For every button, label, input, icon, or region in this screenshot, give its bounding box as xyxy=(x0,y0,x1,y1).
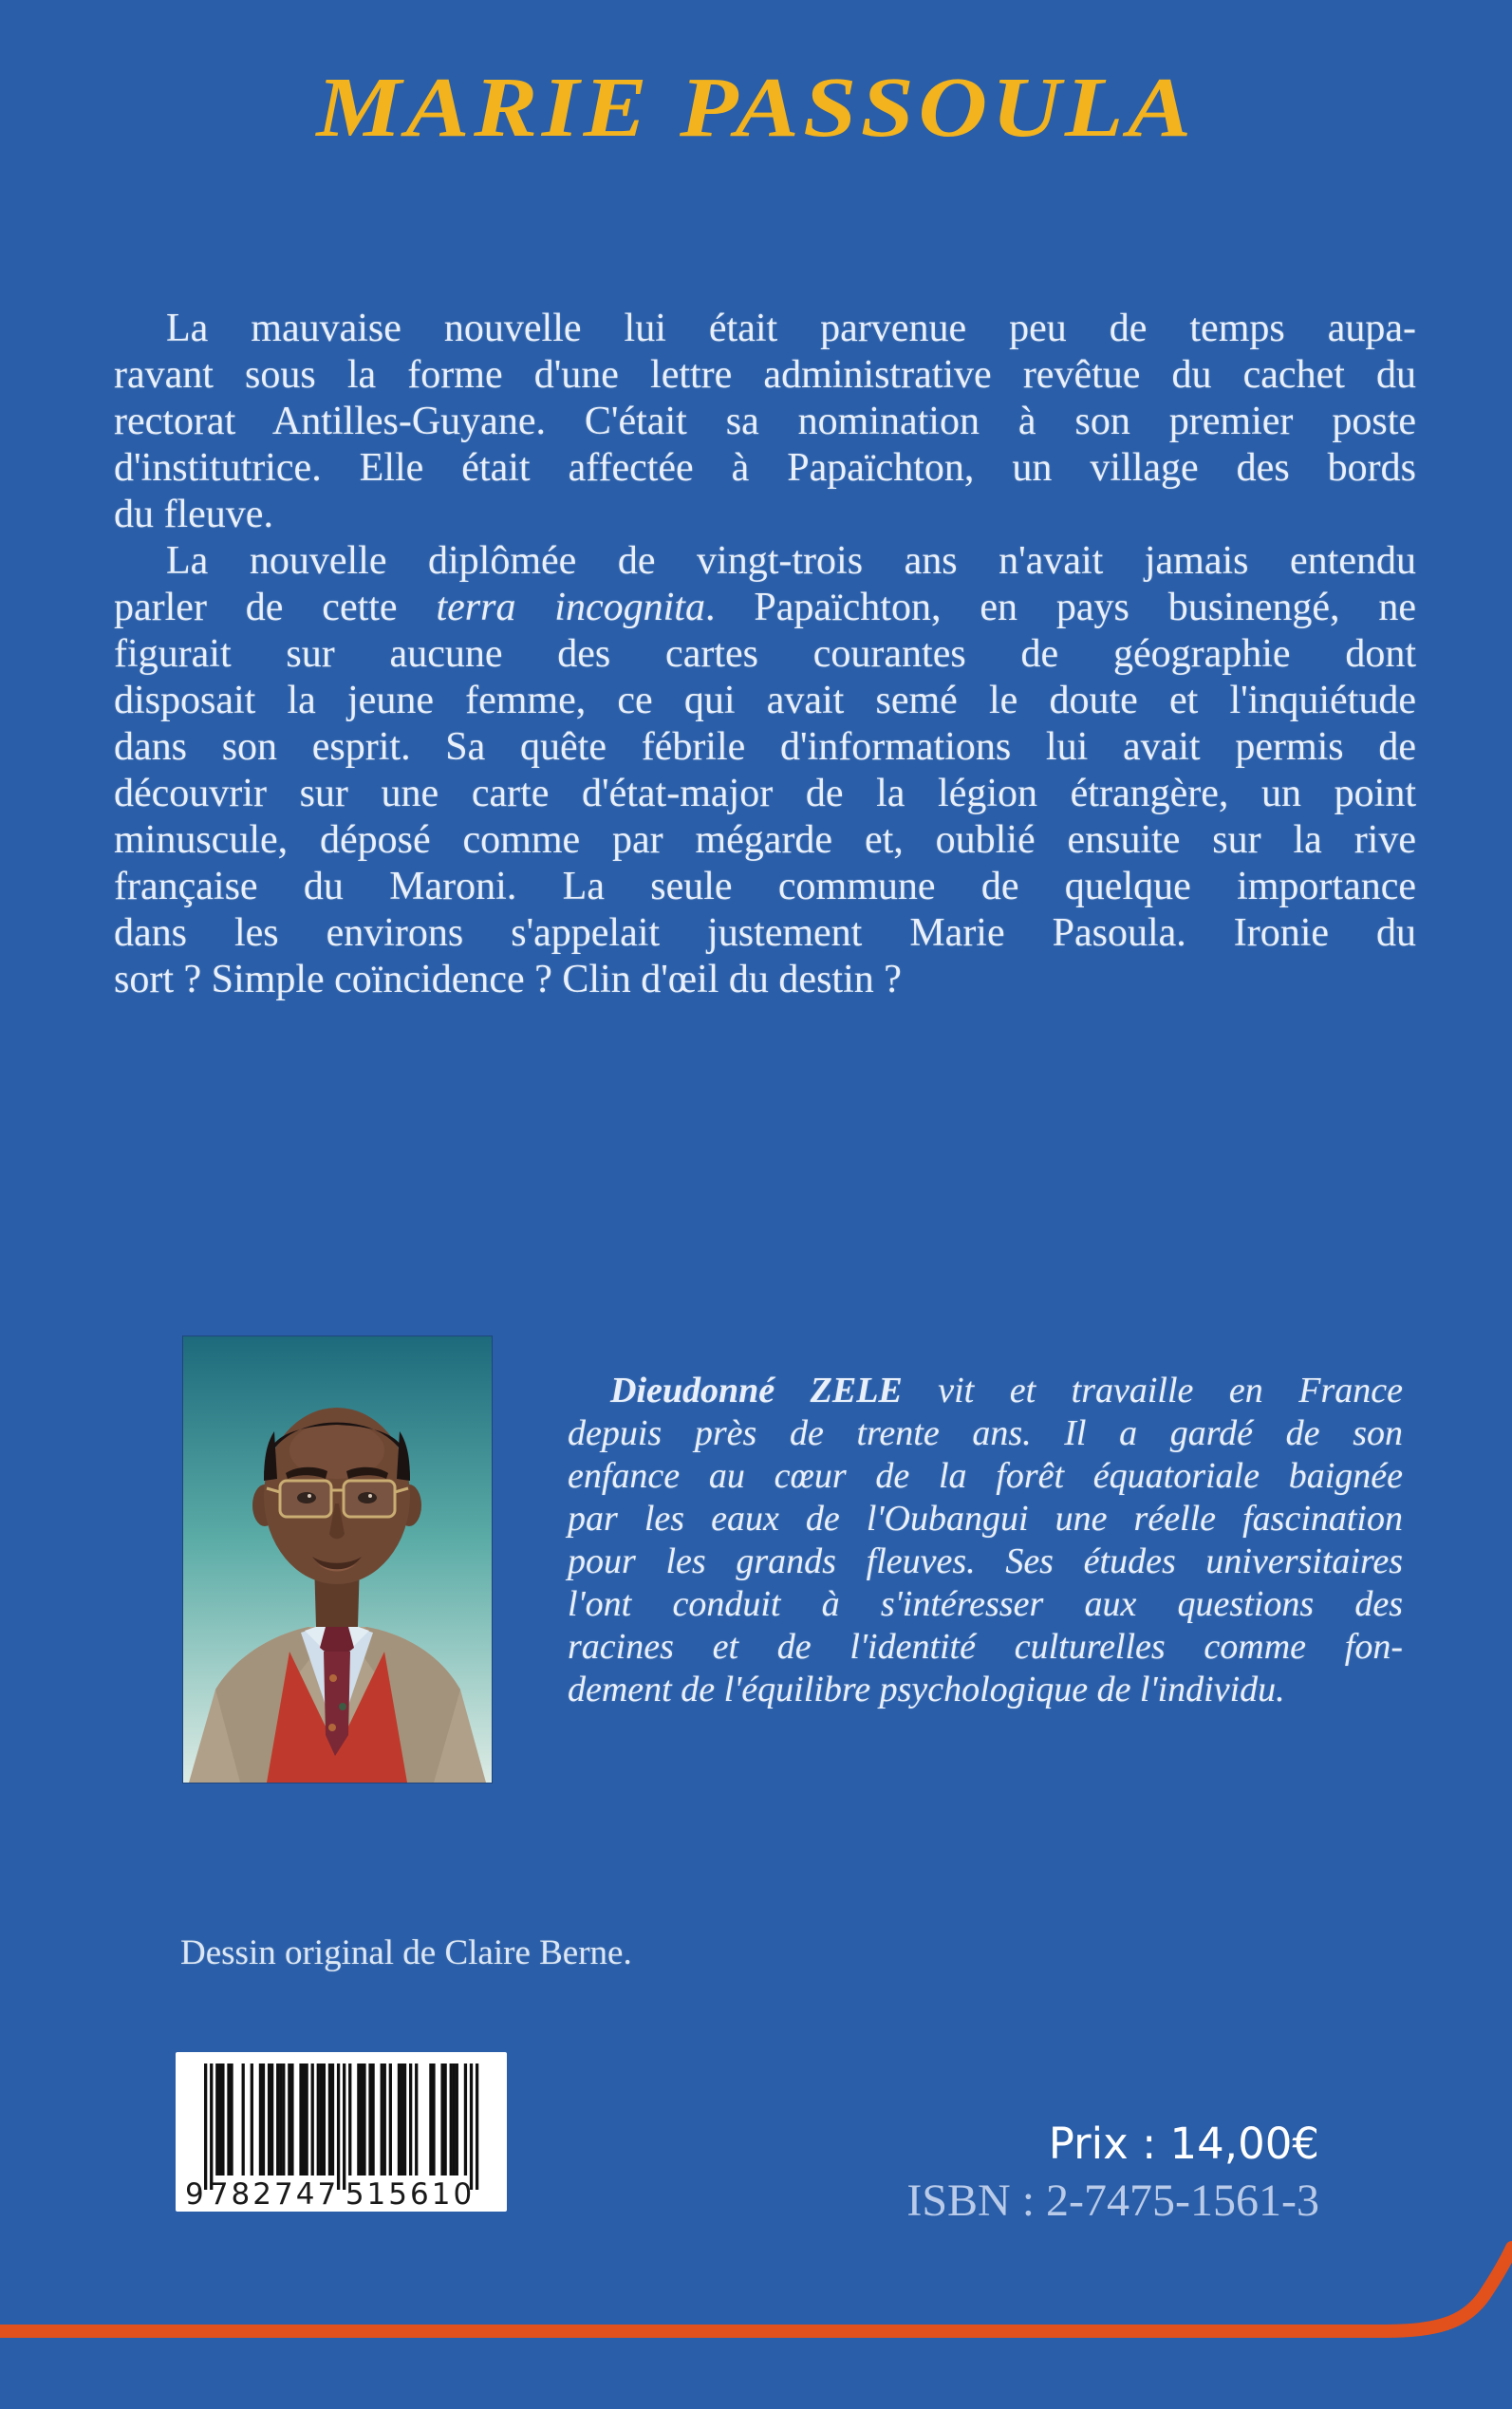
text-line: d'institutrice. Elle était affectée à Papaïchton, un village des bords xyxy=(114,446,1416,490)
text-line: française du Maroni. La seule commune de quelque importance xyxy=(114,865,1416,908)
synopsis-paragraph-2 xyxy=(114,631,1416,1003)
barcode-bar xyxy=(429,2064,432,2176)
text-line xyxy=(568,1370,1403,1412)
barcode-bar xyxy=(328,2064,331,2176)
barcode-bar xyxy=(311,2064,314,2176)
barcode-bar xyxy=(453,2064,456,2176)
barcode-bar xyxy=(476,2064,478,2190)
barcode-bar xyxy=(432,2064,435,2176)
barcode-bars xyxy=(204,2064,478,2190)
barcode-bar xyxy=(288,2064,290,2176)
barcode-bar xyxy=(440,2064,443,2176)
barcode-svg xyxy=(176,2052,507,2212)
barcode-bar xyxy=(218,2064,221,2176)
barcode-bar xyxy=(221,2064,224,2176)
barcode-bar xyxy=(268,2064,271,2176)
barcode-bar xyxy=(415,2064,418,2176)
illustration-credit: Dessin original de Claire Berne. xyxy=(180,1933,632,1972)
barcode-bar xyxy=(204,2064,207,2190)
barcode-bar xyxy=(401,2064,403,2176)
isbn-label: ISBN : 2-7475-1561-3 xyxy=(906,2176,1319,2226)
text-line: sort ? Simple coïncidence ? Clin d'œil du destin ? xyxy=(114,958,902,1001)
barcode-bar xyxy=(470,2064,473,2190)
barcode-bar xyxy=(398,2064,401,2176)
barcode-bar xyxy=(251,2064,253,2176)
barcode-bar xyxy=(290,2064,293,2176)
text-line: disposait la jeune femme, ce qui avait semé le doute et l'inquiétude xyxy=(114,679,1416,722)
barcode xyxy=(176,2052,507,2212)
barcode-bar xyxy=(348,2064,351,2176)
barcode-bar xyxy=(363,2064,365,2176)
price-label: Prix : 14,00€ xyxy=(1048,2119,1319,2169)
barcode-bar xyxy=(302,2064,305,2176)
text-line: minuscule, déposé comme par mégarde et, oublié ensuite sur la rive xyxy=(114,818,1416,862)
barcode-bar xyxy=(343,2064,345,2190)
text-line: ravant sous la forme d'une lettre administrative revêtue du cachet du xyxy=(114,353,1416,397)
text-line: enfance au cœur de la forêt équatoriale baignée xyxy=(568,1456,1403,1496)
text-line: La nouvelle diplômée de vingt-trois ans n'avait jamais entendu xyxy=(166,539,1416,583)
text-line: dement de l'équilibre psychologique de l'individu. xyxy=(568,1670,1285,1709)
barcode-bar xyxy=(443,2064,446,2176)
text-segment: vit et travaille en France xyxy=(902,1371,1403,1410)
barcode-bar xyxy=(215,2064,218,2176)
barcode-bar xyxy=(317,2064,320,2176)
barcode-bar xyxy=(279,2064,282,2176)
author-portrait-illustration xyxy=(183,1336,492,1783)
tie-pattern-dot xyxy=(329,1674,337,1682)
barcode-bar xyxy=(464,2064,467,2176)
author-name: Dieudonné ZELE xyxy=(610,1371,903,1410)
text-line: découvrir sur une carte d'état-major de la légion étrangère, un point xyxy=(114,772,1416,815)
barcode-bar xyxy=(450,2064,453,2176)
barcode-bar xyxy=(389,2064,392,2176)
barcode-bar xyxy=(242,2064,245,2176)
text-line: depuis près de trente ans. Il a gardé de son xyxy=(568,1413,1403,1453)
barcode-bar xyxy=(259,2064,262,2176)
text-line: pour les grands fleuves. Ses études universitaires xyxy=(568,1541,1403,1581)
barcode-bar xyxy=(360,2064,363,2176)
text-line: par les eaux de l'Oubangui une réelle fascination xyxy=(568,1499,1403,1539)
synopsis-paragraph-1 xyxy=(114,306,1416,538)
barcode-bar xyxy=(381,2064,383,2176)
text-line: La mauvaise nouvelle lui était parvenue peu de temps aupa- xyxy=(166,307,1416,350)
barcode-bar xyxy=(299,2064,302,2176)
barcode-bar xyxy=(409,2064,412,2176)
barcode-bar xyxy=(368,2064,371,2176)
text-line xyxy=(114,585,1416,631)
barcode-bar xyxy=(276,2064,279,2176)
author-bio xyxy=(568,1370,1403,1711)
barcode-bar xyxy=(230,2064,233,2176)
barcode-bar xyxy=(331,2064,334,2176)
text-line: racines et de l'identité culturelles comme fon- xyxy=(568,1627,1403,1667)
author-photo xyxy=(183,1336,492,1783)
barcode-bar xyxy=(262,2064,265,2176)
text-line: figurait sur aucune des cartes courantes de géographie dont xyxy=(114,632,1416,676)
bio-lines xyxy=(568,1412,1403,1711)
text-line: dans son esprit. Sa quête fébrile d'informations lui avait permis de xyxy=(114,725,1416,769)
barcode-bar xyxy=(210,2064,213,2190)
barcode-bar xyxy=(271,2064,273,2176)
swoosh-line xyxy=(0,2248,1512,2331)
tie-pattern-dot xyxy=(328,1724,336,1731)
barcode-bar xyxy=(371,2064,374,2176)
text-segment: . Papaïchton, en pays businengé, ne xyxy=(704,586,1416,629)
barcode-bar xyxy=(337,2064,340,2190)
barcode-bar xyxy=(456,2064,458,2176)
text-segment: parler de cette xyxy=(114,586,437,629)
barcode-bar xyxy=(320,2064,323,2176)
synopsis xyxy=(114,306,1416,1003)
italic-phrase: terra incognita xyxy=(436,586,705,629)
barcode-bar xyxy=(357,2064,360,2176)
text-line: l'ont conduit à s'intéresser aux questions des xyxy=(568,1584,1403,1624)
barcode-digits-group2: 515610 xyxy=(345,2177,476,2212)
barcode-bar xyxy=(305,2064,308,2176)
barcode-bar xyxy=(282,2064,285,2176)
tie-pattern-dot xyxy=(339,1703,346,1710)
barcode-bar xyxy=(383,2064,386,2176)
barcode-bar xyxy=(403,2064,406,2176)
text-line: dans les environs s'appelait justement Marie Pasoula. Ironie du xyxy=(114,911,1416,955)
text-line: du fleuve. xyxy=(114,493,273,536)
text-line: rectorat Antilles-Guyane. C'était sa nomination à son premier poste xyxy=(114,400,1416,443)
book-title: MARIE PASSOULA xyxy=(316,61,1196,155)
barcode-digit-left: 9 xyxy=(185,2177,207,2212)
barcode-bar xyxy=(227,2064,230,2176)
barcode-bar xyxy=(323,2064,326,2176)
barcode-digits-group1: 782747 xyxy=(209,2177,340,2212)
